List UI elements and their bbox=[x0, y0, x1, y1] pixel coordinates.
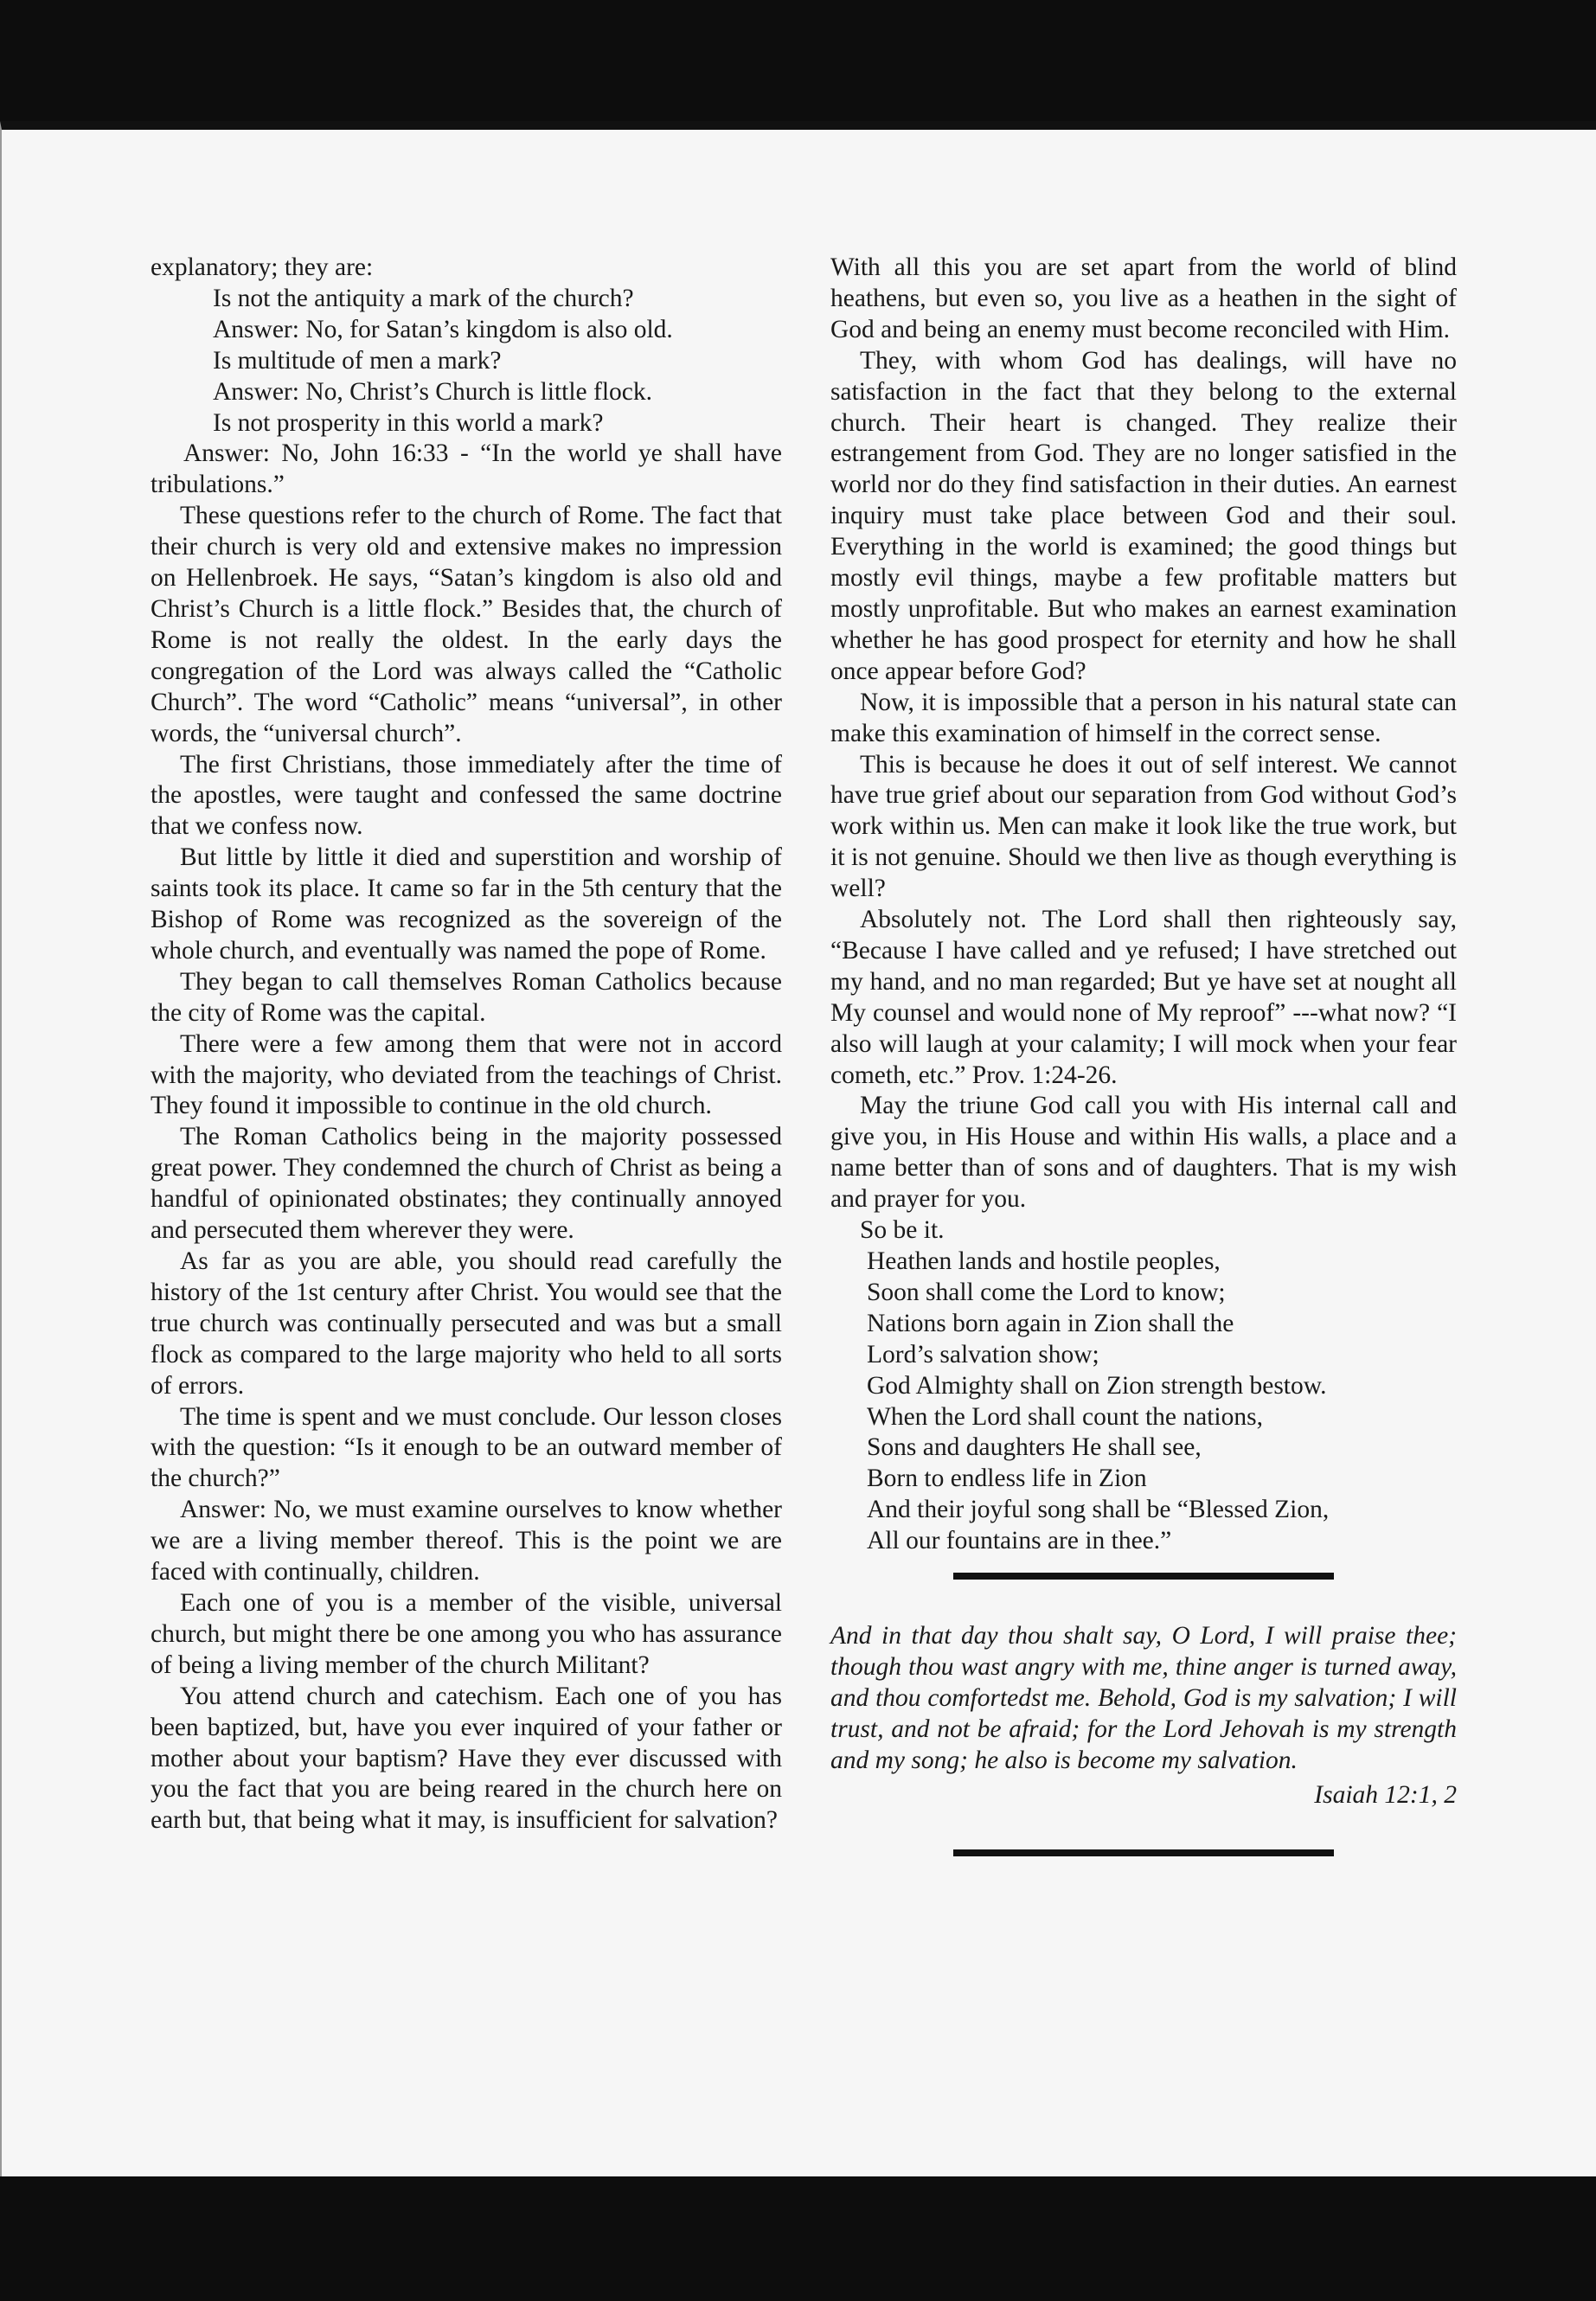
poem bbox=[830, 1247, 1457, 1557]
section-divider bbox=[953, 1849, 1334, 1856]
paragraph: You attend church and catechism. Each one of you has been baptized, but, have you ever inquired of your father or mother about your baptism? Have they ever discussed with you the fact that you are being reared in the church here on earth but, that being what it may, is insufficient for salvation? bbox=[151, 1682, 782, 1835]
paragraph: Each one of you is a member of the visible, universal church, but might there be one among you who has assurance of being a living member of the church Militant? bbox=[151, 1588, 782, 1679]
catechism-line: Is not prosperity in this world a mark? bbox=[213, 408, 604, 437]
catechism-line: Answer: No, Christ’s Church is little flock. bbox=[213, 377, 653, 406]
paragraph: Now, it is impossible that a person in his natural state can make this examination of himself in the correct sense. bbox=[830, 688, 1457, 747]
catechism-line: Is not the antiquity a mark of the church? bbox=[213, 284, 634, 312]
left-column bbox=[151, 253, 782, 1836]
paragraph: They, with whom God has dealings, will have no satisfaction in the fact that they belong to the external church. Their heart is changed. They realize their estrangement from God. They are no longer satisfied in the world nor do they find satisfaction in their duties. An earnest inquiry must take place between God and their soul. Everything in the world is examined; the good things but mostly evil things, maybe a few profitable matters but mostly unprofitable. But who makes an earnest examination whether he has good prospect for eternity and how he shall once appear before God? bbox=[830, 346, 1457, 685]
paragraph: There were a few among them that were not in accord with the majority, who deviated from the teachings of Christ. They found it impossible to continue in the old church. bbox=[151, 1029, 782, 1120]
paragraph: The first Christians, those immediately after the time of the apostles, were taught and confessed the same doctrine that we confess now. bbox=[151, 750, 782, 841]
catechism-line: Answer: No, for Satan’s kingdom is also old. bbox=[213, 315, 673, 343]
paragraph: These questions refer to the church of Rome. The fact that their church is very old and extensive makes no impression on Hellenbroek. He says, “Satan’s kingdom is also old and Christ’s Church is a little flock.” Besides that, the church of Rome is not really the oldest. In the early days the congregation of the Lord was always called the “Catholic Church”. The word “Catholic” means “universal”, in other words, the “universal church”. bbox=[151, 502, 782, 747]
paragraph: But little by little it died and superstition and worship of saints took its place. It came so far in the 5th century that the Bishop of Rome was recognized as the sovereign of the whole church, and eventually was named the pope of Rome. bbox=[151, 843, 782, 965]
scripture-quote: And in that day thou shalt say, O Lord, I will praise thee; though thou wast angry with me, thine anger is turned away, and thou comfortedst me. Behold, God is my salvation; I will trust, and not be afraid; for the Lord Jehovah is my strength and my song; he also is become my salvation. bbox=[830, 1622, 1457, 1774]
poem-line: God Almighty shall on Zion strength bestow. bbox=[867, 1371, 1327, 1400]
paragraph: This is because he does it out of self interest. We cannot have true grief about our separation from God without God’s work within us. Men can make it look like the true work, but it is not genuine. Should we then live as though everything is well? bbox=[830, 750, 1457, 903]
catechism-line: Is multitude of men a mark? bbox=[213, 346, 502, 375]
paragraph: Absolutely not. The Lord shall then righteously say, “Because I have called and ye refused; I have stretched out my hand, and no man regarded; But ye have set at nought all My counsel and would none of My reproof” ---what now? “I also will laugh at your calamity; I will mock when your fear cometh, etc.” Prov. 1:24-26. bbox=[830, 906, 1457, 1089]
poem-line: Heathen lands and hostile peoples, bbox=[867, 1247, 1221, 1275]
intro-line: explanatory; they are: bbox=[151, 253, 374, 281]
paragraph: Answer: No, we must examine ourselves to know whether we are a living member thereof. This is the point we are faced with continually, children. bbox=[151, 1496, 782, 1586]
poem-line: Born to endless life in Zion bbox=[867, 1465, 1147, 1493]
catechism-line: Answer: No, John 16:33 - “In the world ye shall have tribulations.” bbox=[151, 439, 782, 499]
section-divider bbox=[953, 1573, 1334, 1580]
paragraph: With all this you are set apart from the world of blind heathens, but even so, you live as a heathen in the sight of God and being an enemy must become reconciled with Him. bbox=[830, 253, 1457, 343]
poem-line: And their joyful song shall be “Blessed Zion, bbox=[867, 1496, 1330, 1524]
scan-border-bottom bbox=[0, 2176, 1596, 2301]
paragraph: The time is spent and we must conclude. Our lesson closes with the question: “Is it enough to be an outward member of the church?” bbox=[151, 1402, 782, 1493]
poem-line: When the Lord shall count the nations, bbox=[867, 1402, 1263, 1431]
document-page bbox=[0, 121, 1596, 2176]
right-column bbox=[830, 253, 1457, 1856]
paragraph: They began to call themselves Roman Catholics because the city of Rome was the capital. bbox=[151, 967, 782, 1027]
paragraph: As far as you are able, you should read carefully the history of the 1st century after Christ. You would see that the true church was continually persecuted and was but a small flock as compared to the large majority who held to all sorts of errors. bbox=[151, 1247, 782, 1400]
paragraph: The Roman Catholics being in the majority possessed great power. They condemned the church of Christ as being a handful of opinionated obstinates; they continually annoyed and persecuted them wherever they were. bbox=[151, 1123, 782, 1245]
poem-line: Soon shall come the Lord to know; bbox=[867, 1278, 1226, 1306]
closing-line: So be it. bbox=[860, 1216, 945, 1245]
poem-line: Sons and daughters He shall see, bbox=[867, 1433, 1202, 1462]
poem-line: Nations born again in Zion shall the bbox=[867, 1309, 1234, 1337]
poem-line: Lord’s salvation show; bbox=[867, 1340, 1099, 1368]
poem-line: All our fountains are in thee.” bbox=[867, 1527, 1172, 1555]
scan-border-top bbox=[0, 0, 1596, 121]
scripture-reference: Isaiah 12:1, 2 bbox=[1314, 1780, 1457, 1809]
paragraph: May the triune God call you with His internal call and give you, in His House and within His walls, a place and a name better than of sons and of daughters. That is my wish and prayer for you. bbox=[830, 1092, 1457, 1214]
